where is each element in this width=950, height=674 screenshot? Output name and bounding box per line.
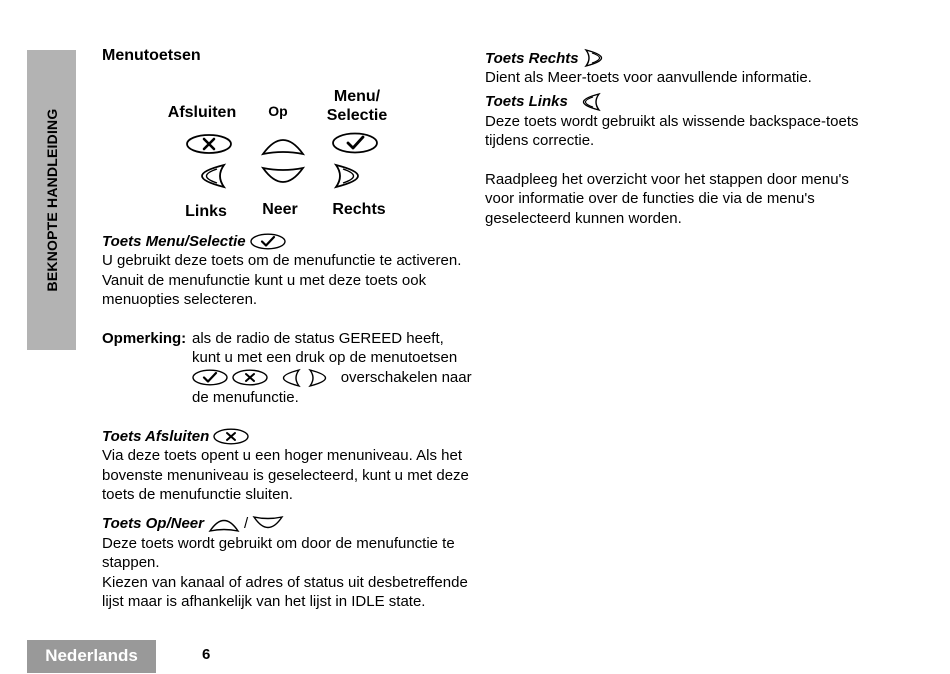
updown-section — [102, 514, 472, 612]
x-key-icon — [186, 134, 232, 154]
down-key-icon — [260, 164, 306, 190]
updown-text-1: Deze toets wordt gebruikt om door de menufunctie te stappen. — [102, 534, 455, 572]
left-heading — [485, 92, 875, 112]
note-text-before: als de radio de status GEREED heeft, kunt u met een druk op de menutoetsen — [192, 329, 458, 366]
right-column — [485, 48, 875, 228]
left-key-icon — [572, 92, 602, 112]
right-text: Dient als Meer-toets voor aanvullende informatie. — [485, 69, 812, 86]
updown-heading-text: Toets Op/Neer — [102, 515, 204, 533]
x-key-icon — [213, 428, 249, 445]
right-key-icon — [332, 162, 374, 190]
note-text-after: overschakelen naar de menufunctie. — [192, 368, 472, 406]
menu-heading-text: Toets Menu/Selectie — [102, 232, 246, 250]
reference-text: Raadpleeg het overzicht voor het stappen door menu's voor informatie over de functies die via de menu's geselecteerd kunnen worden. — [485, 170, 849, 227]
right-key-icon — [307, 368, 337, 388]
up-key-icon — [208, 514, 240, 534]
left-text: Deze toets wordt gebruikt als wissende backspace-toets tijdens correctie. — [485, 112, 859, 149]
note-text — [192, 329, 472, 408]
right-key-section — [485, 48, 875, 88]
exit-heading — [102, 426, 472, 446]
up-key-icon — [260, 132, 306, 158]
right-key-icon — [583, 48, 613, 68]
left-heading-text: Toets Links — [485, 93, 568, 110]
right-heading — [485, 48, 875, 68]
note — [102, 329, 472, 408]
left-key-section — [485, 92, 875, 151]
updown-text-2: Kiezen van kanaal of adres of status uit desbetreffende lijst maar is afhankelijk van het lijst in IDLE state. — [102, 573, 468, 611]
down-key-icon — [252, 514, 284, 534]
label-up: Op — [268, 103, 288, 119]
label-exit: Afsluiten — [167, 104, 237, 121]
updown-separator: / — [243, 515, 249, 533]
x-key-icon — [232, 369, 268, 386]
left-key-icon — [186, 162, 228, 190]
note-label: Opmerking: — [102, 329, 187, 347]
left-column — [102, 47, 472, 612]
footer-language: Nederlands — [27, 640, 156, 673]
side-tab — [27, 50, 76, 350]
left-key-icon — [272, 368, 302, 388]
exit-section — [102, 426, 472, 505]
updown-heading — [102, 514, 472, 534]
section-title: Menutoetsen — [102, 47, 201, 64]
key-diagram — [102, 65, 472, 230]
menu-section — [102, 231, 472, 310]
page-number: 6 — [202, 646, 211, 663]
menu-text: U gebruikt deze toets om de menufunctie te activeren. Vanuit de menufunctie kunt u met deze toets ook menuopties selecteren. — [102, 252, 462, 308]
exit-heading-text: Toets Afsluiten — [102, 427, 210, 445]
menu-heading — [102, 231, 472, 251]
checkmark-key-icon — [332, 132, 378, 154]
label-menu: Menu/ Selectie — [326, 88, 388, 124]
label-down: Neer — [262, 201, 298, 218]
exit-text: Via deze toets opent u een hoger menuniveau. Als het bovenste menuniveau is geselecteerd, kunt u met deze toets de menufunctie sluiten. — [102, 447, 469, 504]
checkmark-key-icon — [192, 369, 228, 386]
checkmark-key-icon — [250, 233, 286, 250]
right-heading-text: Toets Rechts — [485, 49, 579, 67]
side-tab-label: BEKNOPTE HANDLEIDING — [43, 108, 60, 292]
label-left: Links — [185, 203, 227, 220]
label-right: Rechts — [332, 201, 386, 218]
